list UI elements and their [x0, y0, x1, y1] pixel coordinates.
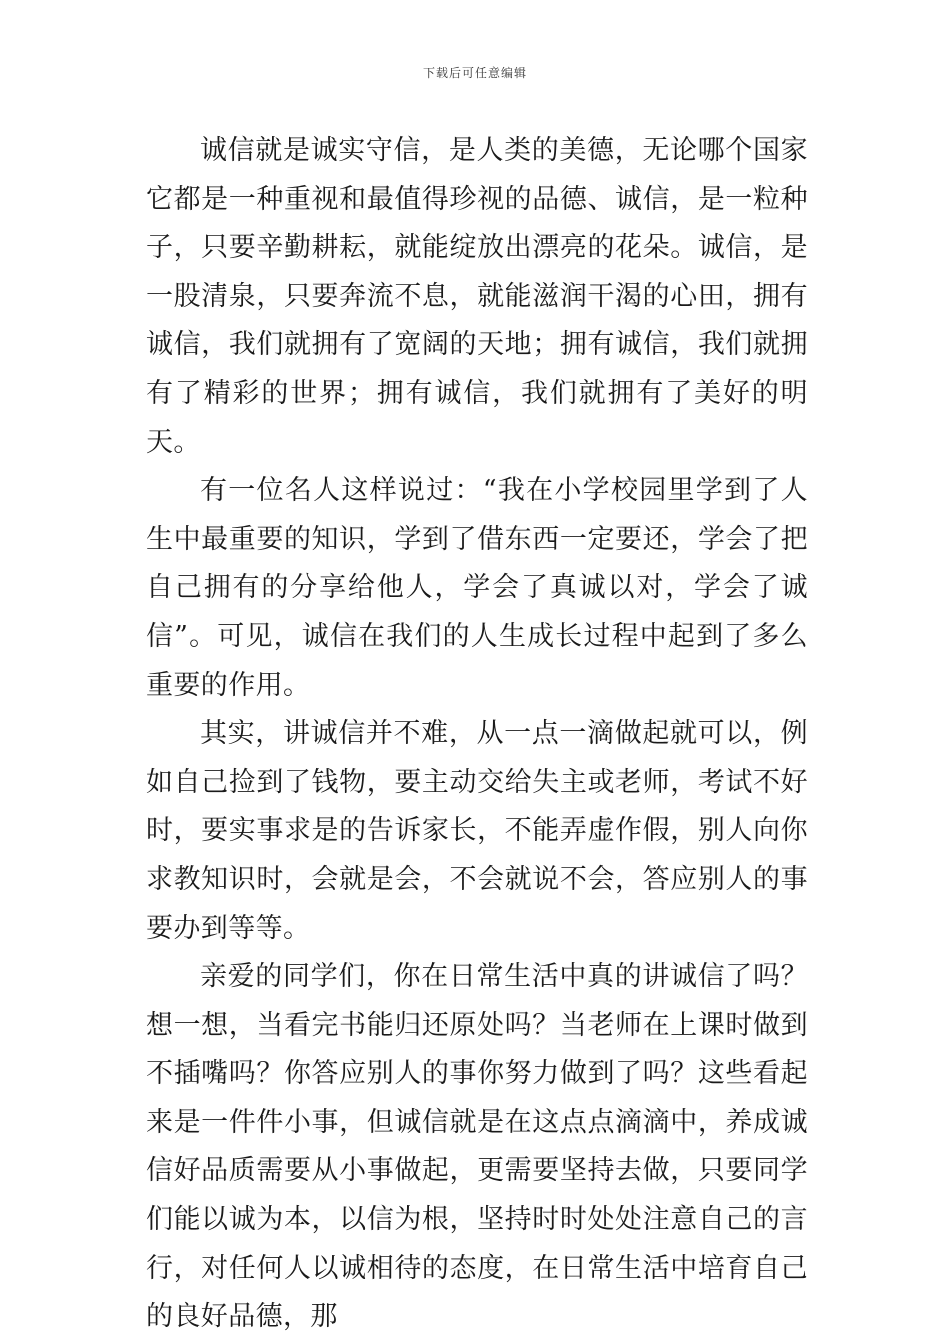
paragraph-4: 亲爱的同学们，你在日常生活中真的讲诚信了吗？想一想，当看完书能归还原处吗？当老师在上课时做到不插嘴吗？你答应别人的事你努力做到了吗？这些看起来是一件件小事，但诚信就是在这点点滴滴中，养成诚信好品质需要从小事做起，更需要坚持去做，只要同学们能以诚为本，以信为根，坚持时时处处注意自己的言行，对任何人以诚相待的态度，在日常生活中培育自己的良好品德，那: [146, 961, 808, 1333]
paragraph-2: 有一位名人这样说过：“我在小学校园里学到了人生中最重要的知识，学到了借东西一定要还，学会了把自己拥有的分享给他人，学会了真诚以对，学会了诚信”。可见，诚信在我们的人生成长过程中起到了多么重要的作用。: [146, 475, 808, 701]
paragraph-1: 诚信就是诚实守信，是人类的美德，无论哪个国家它都是一种重视和最值得珍视的品德、诚信，是一粒种子，只要辛勤耕耘，就能绽放出漂亮的花朵。诚信，是一股清泉，只要奔流不息，就能滋润干渴的心田，拥有诚信，我们就拥有了宽阔的天地；拥有诚信，我们就拥有了精彩的世界；拥有诚信，我们就拥有了美好的明天。: [146, 135, 808, 458]
paragraph-3: 其实，讲诚信并不难，从一点一滴做起就可以，例如自己捡到了钱物，要主动交给失主或老师，考试不好时，要实事求是的告诉家长，不能弄虚作假，别人向你求教知识时，会就是会，不会就说不会，答应别人的事要办到等等。: [146, 718, 808, 944]
header-note: 下载后可任意编辑: [422, 66, 527, 80]
document-body: [146, 127, 808, 1342]
